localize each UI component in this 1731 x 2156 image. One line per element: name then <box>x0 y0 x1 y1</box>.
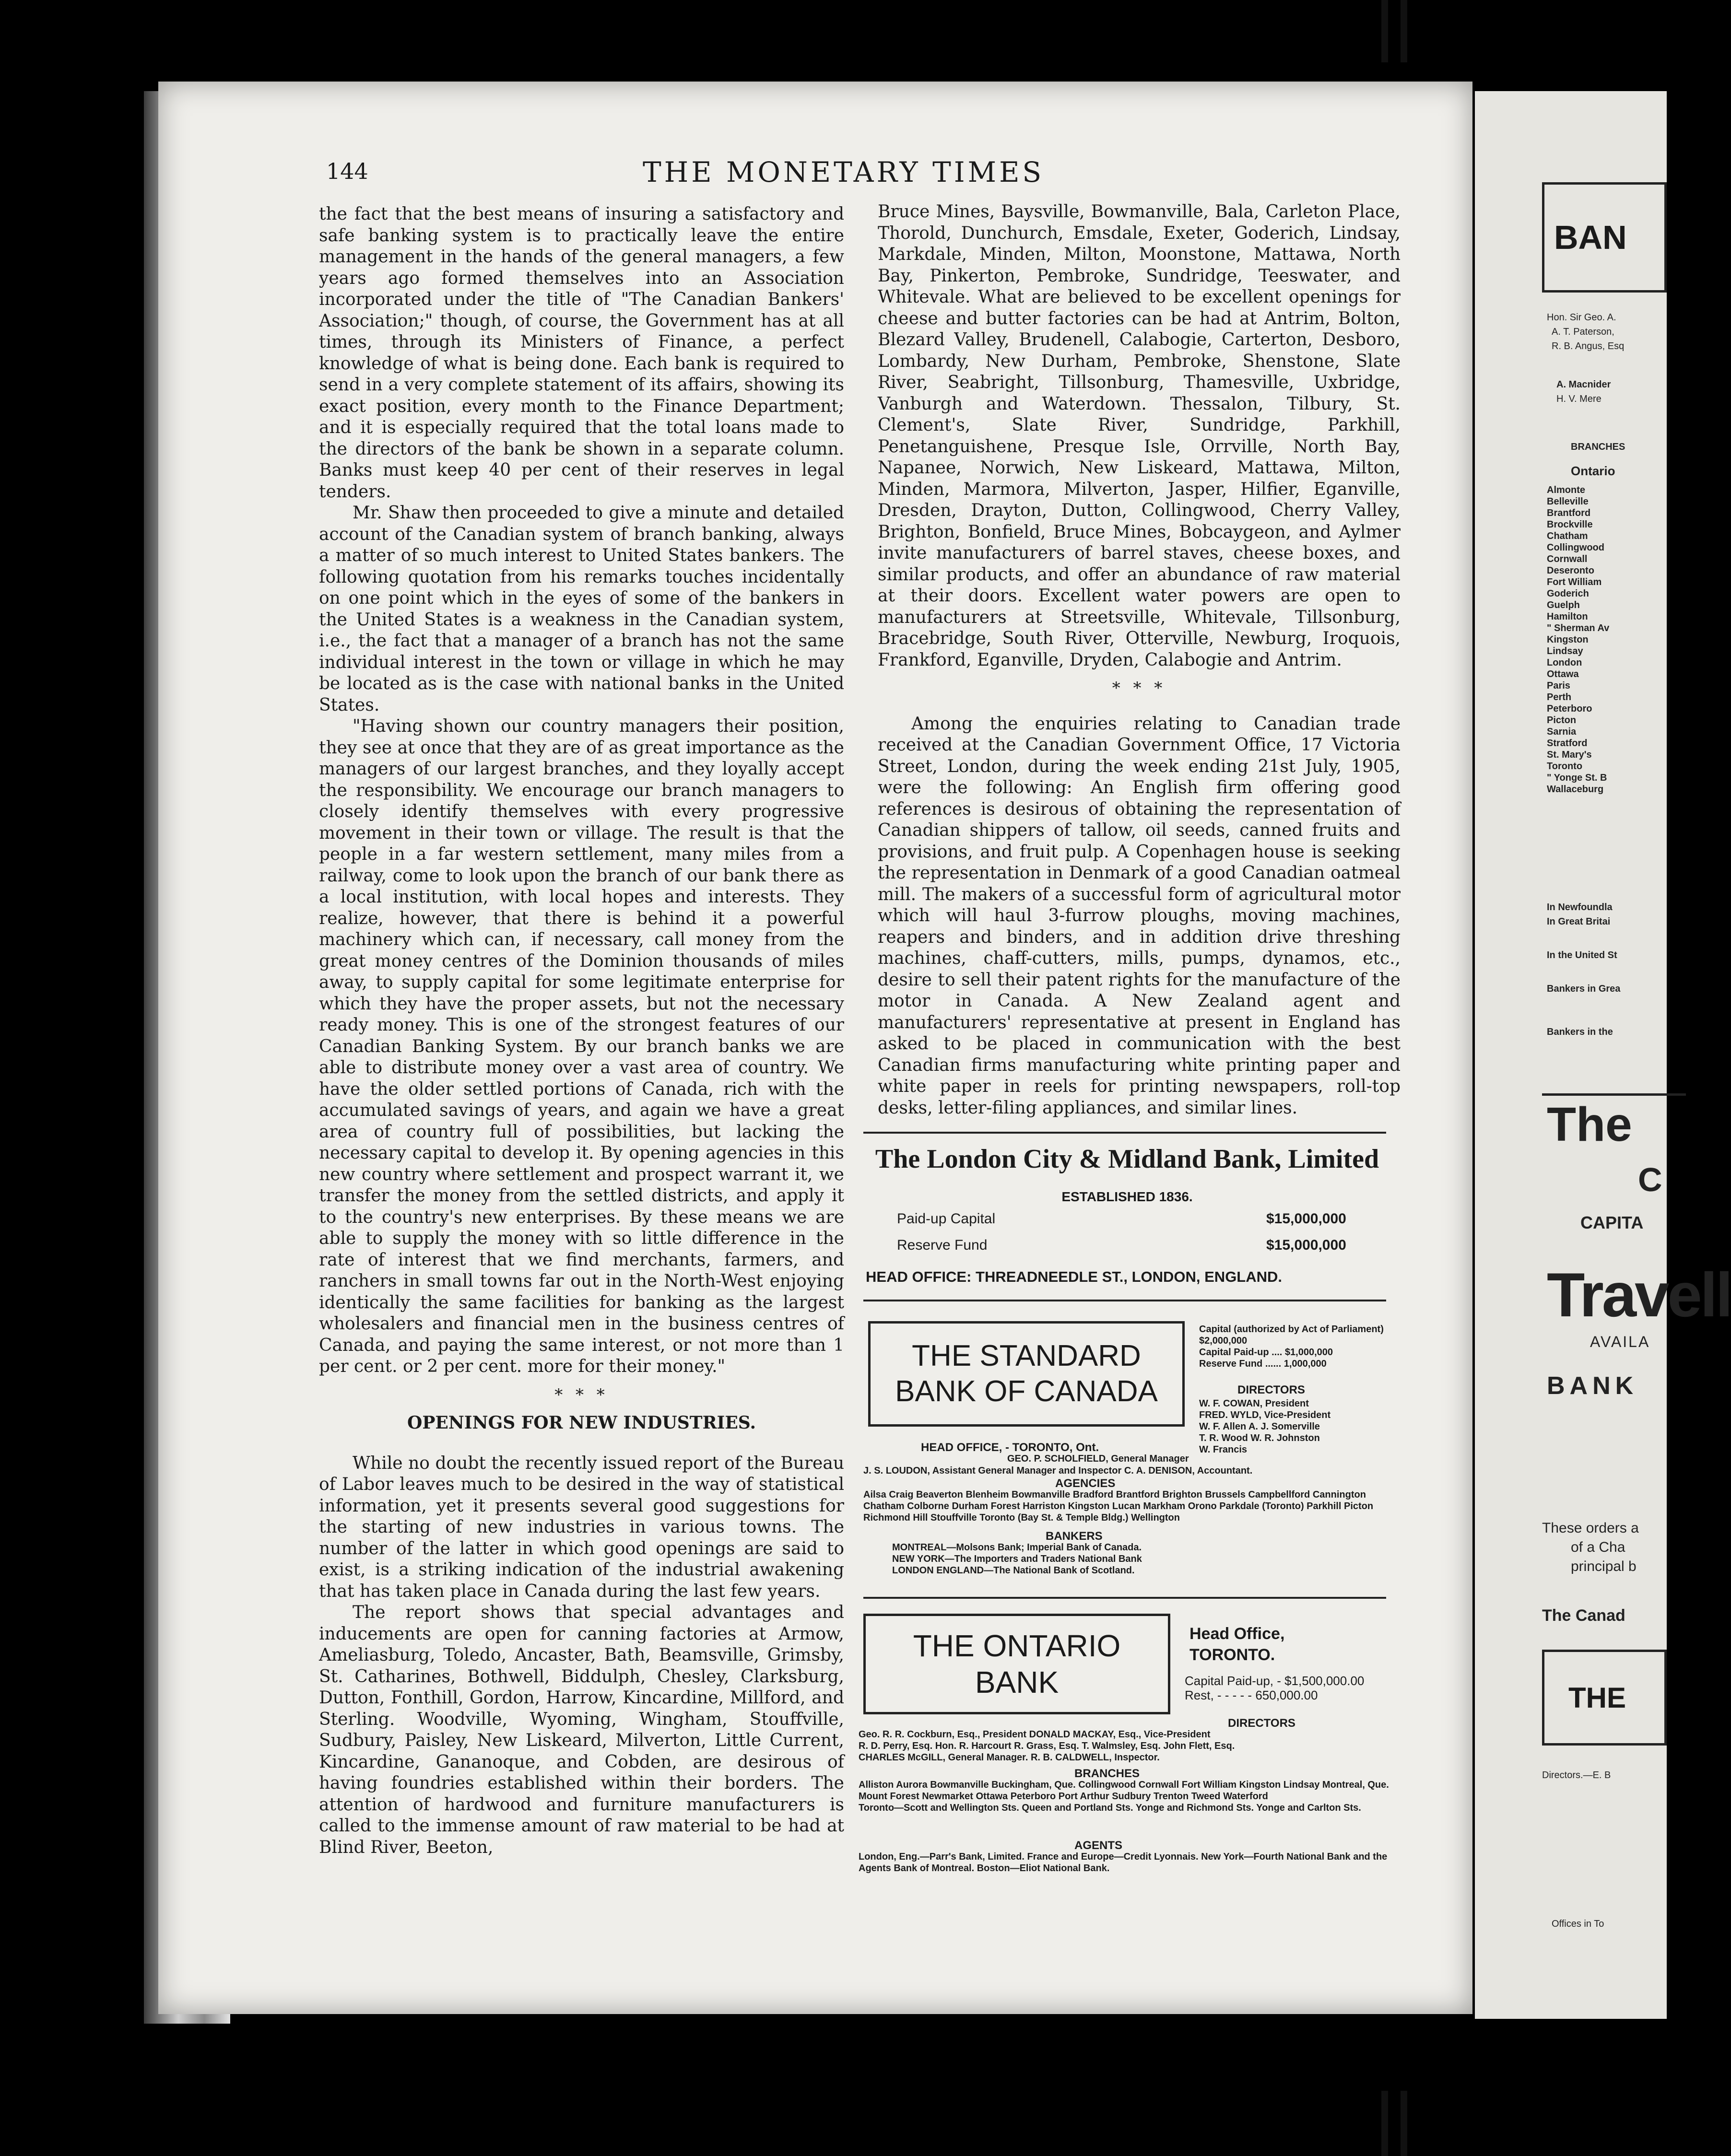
standard-directors: W. F. COWAN, President FRED. WYLD, Vice-President W. F. Allen A. J. Somerville T. R. Wood W. R. Johnston W. Francis <box>1199 1398 1331 1455</box>
rp-branch-item: " Sherman Av <box>1547 623 1610 633</box>
rp-line: Ontario <box>1571 464 1615 478</box>
adjacent-bank-box: BAN <box>1542 182 1667 293</box>
right-column <box>878 201 1401 1119</box>
rp-line: In the United St <box>1547 950 1617 961</box>
standard-directors-title: DIRECTORS <box>1237 1383 1305 1396</box>
london-reserve-label: Reserve Fund <box>897 1237 988 1253</box>
paragraph: While no doubt the recently issued report of the Bureau of Labor leaves much to be desired in the way of statistical information, yet it presents several good suggestions for the starting of new industries in various towns. The number of the latter in which good openings are said to exist, is a striking indication of the industrial awakening that has taken place in Canada during the last few years. <box>319 1453 844 1601</box>
rp-branch-item: Peterboro <box>1547 703 1592 714</box>
standard-bankers: MONTREAL—Molsons Bank; Imperial Bank of Canada. NEW YORK—The Importers and Traders National Bank LONDON ENGLAND—The National Bank of Scotland. <box>892 1542 1142 1576</box>
standard-assistant: J. S. LOUDON, Assistant General Manager and Inspector C. A. DENISON, Accountant. <box>863 1465 1253 1476</box>
london-bank-name: The London City & Midland Bank, Limited <box>875 1144 1379 1174</box>
rp-branch-item: Perth <box>1547 692 1572 703</box>
rp-branch-item: Wallaceburg <box>1547 784 1604 795</box>
paragraph: The report shows that special advantages and inducements are open for canning factories at Armow, Ameliasburg, Toledo, Ancaster, Bath, Beamsville, Grimsby, St. Catharines, Bothwell, Biddulph, Chesley, Clarksburg, Dutton, Fonthill, Gordon, Harrow, Kincardine, Millford, and Sterling. Woodville, Wyoming, Wingham, Stouffville, Sudbury, Paisley, New Liskeard, Milverton, Little Current, Kincardine, Gananoque, and Cobden, are desirous of having foundries established within their borders. The attention of hardwood and furniture manufacturers is called to the immense amount of raw material to be had at Blind River, Beeton, <box>319 1603 844 1857</box>
rp-line: Directors.—E. B <box>1542 1770 1611 1781</box>
standard-capital: Capital (authorized by Act of Parliament) $2,000,000 Capital Paid-up .... $1,000,000 Reserve Fund ...... 1,000,000 <box>1199 1324 1384 1369</box>
clip-mark <box>1401 2091 1407 2156</box>
ontario-name-line1: THE ONTARIO <box>913 1629 1121 1663</box>
rp-line: Bankers in the <box>1547 1027 1613 1037</box>
rp-line: R. B. Angus, Esq <box>1552 341 1625 352</box>
rp-heading: CAPITA <box>1580 1213 1644 1232</box>
standard-agencies: Ailsa Craig Beaverton Blenheim Bowmanville Bradford Brantford Brighton Brussels Campbellford Cannington Chatham Colborne Durham Forest Harriston Kingston Lucan Markham Orono Parkdale (Toronto) Parkhill Picton Richmond Hill Stouffville Toronto (Bay St. & Temple Bldg.) Wellington <box>863 1489 1374 1523</box>
rp-branch-item: Deseronto <box>1547 565 1594 576</box>
rp-branch-item: Goderich <box>1547 588 1589 599</box>
standard-bank-nameplate <box>868 1321 1185 1427</box>
rp-line: In Newfoundla <box>1547 902 1613 913</box>
rp-rule <box>1542 1093 1686 1096</box>
rp-branch-item: " Yonge St. B <box>1547 773 1607 783</box>
rp-branch-item: Kingston <box>1547 634 1589 645</box>
rp-branch-item: London <box>1547 657 1582 668</box>
rp-branch-item: Brantford <box>1547 508 1591 518</box>
paragraph: "Having shown our country managers their position, they see at once that they are of as great importance as the managers of our largest branches, and they loyally accept the responsibility. We encourage our branch managers to closely identify themselves with every progressive movement in their town or village. The result is that the people in a far western settlement, many miles from a railway, come to look upon the branch of our bank there as a local institution, with local hopes and interests. They realize, however, that there is behind it a powerful machinery which can, if necessary, call money from the great money centres of the Dominion thousands of miles away, to supply capital for some legitimate enterprise for which they have the proper assets, but not the necessary ready money. This is one of the strongest features of our Canadian Banking System. By our branch banks we are able to distribute money over a vast area of country. We have the older settled portions of Canada, rich with the accumulated savings of years, and again we have a great area of country full of possibilities, but lacking the necessary capital to develop it. By opening agencies in this new country where settlement and prospect warrant it, we transfer the money from the settled districts, and apply it to the country's new enterprises. By these means we are able to supply the money with so little difference in the rate of interest that we find merchants, farmers, and ranchers in small towns far out in the North-West enjoying identically the same facilities for banking as the largest wholesalers and financial men in the business centres of Canada, and paying the same interest, or not more than 1 per cent. or 2 per cent. more for their money." <box>319 716 844 1376</box>
rp-branch-item: Chatham <box>1547 531 1588 541</box>
ontario-branches: Alliston Aurora Bowmanville Buckingham, Que. Collingwood Cornwall Fort William Kingston Lindsay Montreal, Que. Mount Forest Newmarket Ottawa Peterboro Port Arthur Sudbury Trenton Tweed Waterford Toronto—Scott and Wellington Sts. Queen and Portland Sts. Yonge and Richmond Sts. Yonge and Carlton Sts. <box>859 1780 1389 1813</box>
left-column <box>319 204 844 1858</box>
rp-line: These orders a <box>1542 1520 1639 1536</box>
rp-branch-item: Picton <box>1547 715 1577 726</box>
rp-line: In Great Britai <box>1547 916 1611 927</box>
paragraph: Mr. Shaw then proceeded to give a minute and detailed account of the Canadian system of branch banking, always a matter of so much interest to United States bankers. The following quotation from his remarks touches incidentally on one point which in the eyes of some of the bankers in the United States is a weakness in the Canadian system, i.e., the fact that a manager of a branch has not the same individual interest in the town or village in which he may be located as is the case with national banks in the United States. <box>319 503 844 715</box>
rp-line: principal b <box>1571 1558 1637 1574</box>
ontario-head-office: Head Office, TORONTO. <box>1189 1625 1285 1664</box>
rp-branch-item: Almonte <box>1547 485 1585 495</box>
rp-branch-item: Guelph <box>1547 600 1580 610</box>
rp-line: Offices in To <box>1552 1919 1604 1929</box>
standard-head-office: HEAD OFFICE, - TORONTO, Ont. <box>921 1441 1099 1454</box>
standard-bankers-title: BANKERS <box>1046 1530 1103 1543</box>
rp-branch-list <box>1547 484 1609 795</box>
ontario-directors: Geo. R. R. Cockburn, Esq., President DONALD MACKAY, Esq., Vice-President R. D. Perry, Esq. Hon. R. Harcourt R. Grass, Esq. T. Walmsley, Esq. John Flett, Esq. CHARLES McGILL, General Manager. R. B. CALDWELL, Inspector. <box>859 1729 1235 1763</box>
rp-branch-item: Collingwood <box>1547 542 1604 553</box>
rp-line: Bankers in Grea <box>1547 984 1621 994</box>
ontario-name-line2: BANK <box>975 1665 1059 1699</box>
rp-branch-item: Paris <box>1547 680 1570 691</box>
page-number: 144 <box>326 158 368 184</box>
rp-box: THE <box>1542 1650 1667 1746</box>
ontario-bank-nameplate <box>863 1614 1170 1714</box>
ontario-agents-title: AGENTS <box>1074 1839 1123 1852</box>
rp-branch-item: Fort William <box>1547 577 1602 587</box>
page-header <box>326 158 1401 197</box>
standard-name-line2: BANK OF CANADA <box>895 1375 1158 1408</box>
rp-branch-item: Lindsay <box>1547 646 1583 656</box>
ontario-directors-title: DIRECTORS <box>1228 1717 1295 1730</box>
rp-heading: BANK <box>1547 1372 1638 1400</box>
rp-branch-item: Sarnia <box>1547 726 1577 737</box>
section-divider: * * * <box>554 1385 609 1405</box>
london-head-office: HEAD OFFICE: THREADNEEDLE ST., LONDON, ENGLAND. <box>866 1268 1283 1285</box>
rp-line: Hon. Sir Geo. A. <box>1547 312 1616 323</box>
standard-name-line1: THE STANDARD <box>912 1339 1141 1372</box>
rp-line: The Canad <box>1542 1606 1625 1625</box>
clip-mark <box>1381 2091 1388 2156</box>
rp-heading: Travell <box>1547 1260 1731 1330</box>
rp-line: BRANCHES <box>1571 442 1625 452</box>
rp-branch-item: Toronto <box>1547 761 1583 772</box>
ad-divider <box>863 1597 1386 1599</box>
section-divider: * * * <box>1112 679 1166 698</box>
rp-branch-item: Ottawa <box>1547 669 1579 680</box>
rp-line: A. Macnider <box>1556 379 1611 390</box>
rp-line: H. V. Mere <box>1556 394 1601 404</box>
rp-branch-item: St. Mary's <box>1547 750 1592 760</box>
ontario-capital: Capital Paid-up, - $1,500,000.00 Rest, - - - - - 650,000.00 <box>1185 1674 1365 1702</box>
london-reserve-value: $15,000,000 <box>1266 1237 1346 1253</box>
ad-divider <box>863 1300 1386 1301</box>
rp-branch-item: Belleville <box>1547 496 1589 507</box>
rp-line: of a Cha <box>1571 1539 1625 1555</box>
newspaper-title: THE MONETARY TIMES <box>643 156 1045 188</box>
rp-heading: AVAILA <box>1590 1333 1650 1350</box>
rp-heading: The <box>1547 1098 1632 1151</box>
london-paidup-value: $15,000,000 <box>1266 1211 1346 1227</box>
paragraph: Bruce Mines, Baysville, Bowmanville, Bala, Carleton Place, Thorold, Dunchurch, Emsdale, Exeter, Goderich, Lindsay, Markdale, Minden, Milton, Moonstone, Mattawa, North Bay, Pinkerton, Pembroke, Sundridge, Teeswater, and Whitevale. What are believed to be excellent openings for cheese and butter factories can be had at Antrim, Bolton, Blezard Valley, Brudenell, Calabogie, Carterton, Desboro, Lombardy, New Durham, Pembroke, Shenstone, Slate River, Seabright, Tillsonburg, Thamesville, Uxbridge, Vanburgh and Waterdown. Thessalon, Tilbury, St. Clement's, Slate River, Sundridge, Parkhill, Penetanguishene, Presque Isle, Orrville, North Bay, Napanee, Norwich, New Liskeard, Mattawa, Milton, Minden, Marmora, Milverton, Jasper, Hilfier, Eganville, Dresden, Drayton, Dutton, Collingwood, Cherry Valley, Brighton, Bonfield, Bruce Mines, Bobcaygeon, and Aylmer invite manufacturers of barrel staves, cheese boxes, and similar products, and offer an abundance of raw material at their doors. Excellent water powers are open to manufacturers at Streetsville, Whitevale, Tillsonburg, Bracebridge, South River, Otterville, Newburg, Iroquois, Frankford, Eganville, Dryden, Calabogie and Antrim. <box>878 202 1401 670</box>
rp-line: A. T. Paterson, <box>1552 327 1614 337</box>
london-established: ESTABLISHED 1836. <box>1061 1189 1193 1204</box>
rp-branch-item: Cornwall <box>1547 554 1588 564</box>
adjacent-page <box>1475 91 1731 2019</box>
ontario-branches-title: BRANCHES <box>1074 1767 1140 1780</box>
ontario-agents: London, Eng.—Parr's Bank, Limited. France and Europe—Credit Lyonnais. New York—Fourth National Bank and the Agents Bank of Montreal. Boston—Eliot National Bank. <box>859 1851 1388 1874</box>
standard-manager: GEO. P. SCHOLFIELD, General Manager <box>1007 1453 1189 1464</box>
section-heading: OPENINGS FOR NEW INDUSTRIES. <box>407 1413 756 1433</box>
london-paidup-label: Paid-up Capital <box>897 1211 996 1227</box>
paragraph: Among the enquiries relating to Canadian trade received at the Canadian Government Office, 17 Victoria Street, London, during the week ending 21st July, 1905, were the following: An English firm offering good references is desirous of obtaining the representation of Canadian shippers of tallow, oil seeds, canned fruits and provisions, and fruit pulp. A Copenhagen house is seeking the representation in Denmark of a good Canadian oatmeal mill. The makers of a successful form of agricultural motor which will haul 3-furrow ploughs, moving machines, reapers and binders, and in addition drive threshing machines, chaff-cutters, mills, pumps, dynamos, etc., desire to sell their patent rights for the manufacture of the motor in Canada. A New Zealand agent and manufacturers' representative at present in England has asked to be placed in communication with the best Canadian firms manufacturing white printing paper and white paper in reels for printing newspapers, roll-top desks, letter-filing appliances, and similar lines. <box>878 714 1401 1118</box>
clip-mark <box>1381 0 1388 62</box>
clip-mark <box>1401 0 1407 62</box>
rp-branch-item: Brockville <box>1547 519 1593 530</box>
rp-heading: C <box>1638 1161 1662 1198</box>
rp-branch-item: Stratford <box>1547 738 1588 749</box>
ad-divider <box>863 1132 1386 1134</box>
rp-branch-item: Hamilton <box>1547 611 1588 622</box>
standard-agencies-title: AGENCIES <box>1055 1477 1116 1490</box>
paragraph: the fact that the best means of insuring a satisfactory and safe banking system is to practically leave the entire management in the hands of the general managers, a few years ago formed themselves into an Association incorporated under the title of "The Canadian Bankers' Association;" though, of course, the Government has at all times, through its Ministers of Finance, a perfect knowledge of what is being done. Each bank is required to send in a very complete statement of its affairs, showing its exact position, every month to the Finance Department; and it is especially required that the total loans made to the directors of the bank be shown in a separate column. Banks must keep 40 per cent of their reserves in legal tenders. <box>319 204 844 502</box>
